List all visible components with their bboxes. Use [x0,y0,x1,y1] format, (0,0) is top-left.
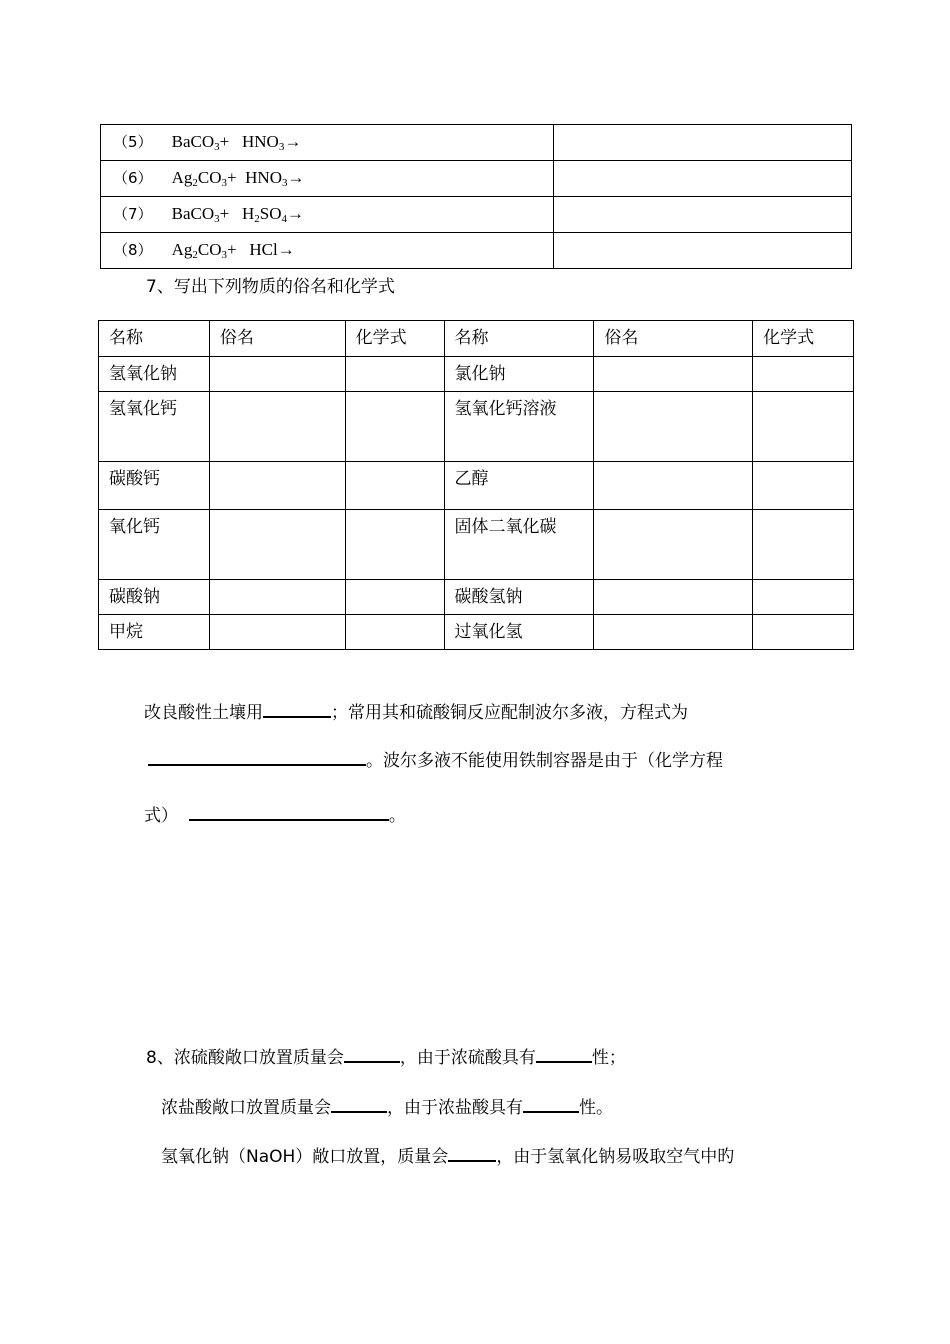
substance-name: 氯化钠 [444,357,594,392]
reaction-row [101,197,852,233]
header-common-name: 俗名 [209,321,345,357]
answer-blank[interactable] [331,1094,387,1113]
reaction-equation-cell [101,197,554,233]
common-name-cell[interactable] [594,580,753,615]
formula-cell[interactable] [753,615,854,650]
reaction-table [100,124,852,269]
reaction-answer-cell[interactable] [554,161,852,197]
substance-name: 甲烷 [99,615,210,650]
header-formula: 化学式 [345,321,444,357]
common-name-cell[interactable] [594,510,753,580]
reaction-formula: $Ag_2CO_3+$ HCl→ [171,240,295,261]
common-name-cell[interactable] [209,357,345,392]
table-row [99,580,854,615]
formula-cell[interactable] [345,615,444,650]
answer-blank[interactable] [263,699,331,718]
common-name-cell[interactable] [594,615,753,650]
formula-cell[interactable] [753,462,854,510]
answer-blank[interactable] [448,1143,496,1162]
header-name: 名称 [99,321,210,357]
common-name-cell[interactable] [209,580,345,615]
reaction-equation-cell [101,233,554,269]
header-common-name: 俗名 [594,321,753,357]
table-row [99,357,854,392]
reaction-row [101,161,852,197]
question-8-line-3: 氢氧化钠（NaOH）敞口放置，质量会 ，由于氢氧化钠易吸取空气中旳 [161,1142,734,1167]
reaction-equation-cell [101,125,554,161]
reaction-number: （7） [113,205,153,223]
reaction-formula: BaCO$_3$+ $H_2SO_4\to$ [171,204,304,225]
substance-name: 固体二氧化碳 [444,510,594,580]
answer-blank[interactable] [536,1044,592,1063]
formula-cell[interactable] [345,510,444,580]
table-row [99,510,854,580]
substance-name: 氢氧化钙溶液 [444,392,594,462]
bordeaux-line-1: 改良酸性土壤用 ；常用其和硫酸铜反应配制波尔多液，方程式为 [144,698,688,723]
table-row [99,462,854,510]
header-name: 名称 [444,321,594,357]
common-name-cell[interactable] [594,462,753,510]
common-name-cell[interactable] [594,357,753,392]
reaction-answer-cell[interactable] [554,125,852,161]
question-8-line-2: 浓盐酸敞口放置质量会 ，由于浓盐酸具有 性。 [161,1093,613,1118]
reaction-row [101,125,852,161]
bordeaux-line-3: 式） 。 [144,801,406,826]
header-formula: 化学式 [753,321,854,357]
formula-cell[interactable] [345,357,444,392]
reaction-formula: $Ag_2CO_3+ HNO_3\to$ [171,168,305,189]
substance-name: 过氧化氢 [444,615,594,650]
answer-blank[interactable] [523,1094,579,1113]
reaction-answer-cell[interactable] [554,233,852,269]
common-name-cell[interactable] [209,615,345,650]
substance-name: 碳酸氢钠 [444,580,594,615]
substance-name: 氢氧化钙 [99,392,210,462]
common-name-cell[interactable] [209,510,345,580]
question-7-heading: 7、写出下列物质的俗名和化学式 [146,277,395,297]
reaction-equation-cell [101,161,554,197]
answer-blank[interactable] [344,1044,400,1063]
answer-blank[interactable] [148,747,366,766]
common-name-cell[interactable] [209,392,345,462]
bordeaux-line-2: 。波尔多液不能使用铁制容器是由于（化学方程 [148,746,723,771]
reaction-answer-cell[interactable] [554,197,852,233]
formula-cell[interactable] [345,462,444,510]
common-name-cell[interactable] [594,392,753,462]
table-row [99,615,854,650]
formula-cell[interactable] [753,392,854,462]
reaction-number: （8） [113,241,153,259]
names-table [98,320,854,650]
substance-name: 氢氧化钠 [99,357,210,392]
formula-cell[interactable] [345,580,444,615]
substance-name: 碳酸钙 [99,462,210,510]
formula-cell[interactable] [345,392,444,462]
reaction-row [101,233,852,269]
names-table-header [99,321,854,357]
formula-cell[interactable] [753,580,854,615]
formula-cell[interactable] [753,510,854,580]
common-name-cell[interactable] [209,462,345,510]
formula-cell[interactable] [753,357,854,392]
table-row [99,392,854,462]
substance-name: 碳酸钠 [99,580,210,615]
reaction-number: （6） [113,169,153,187]
reaction-number: （5） [113,133,153,151]
substance-name: 氧化钙 [99,510,210,580]
question-8-line-1: 8、浓硫酸敞口放置质量会 ，由于浓硫酸具有 性； [146,1043,626,1068]
answer-blank[interactable] [189,802,389,821]
reaction-formula: BaCO$_3$+ $HNO_3\to$ [171,132,302,153]
substance-name: 乙醇 [444,462,594,510]
